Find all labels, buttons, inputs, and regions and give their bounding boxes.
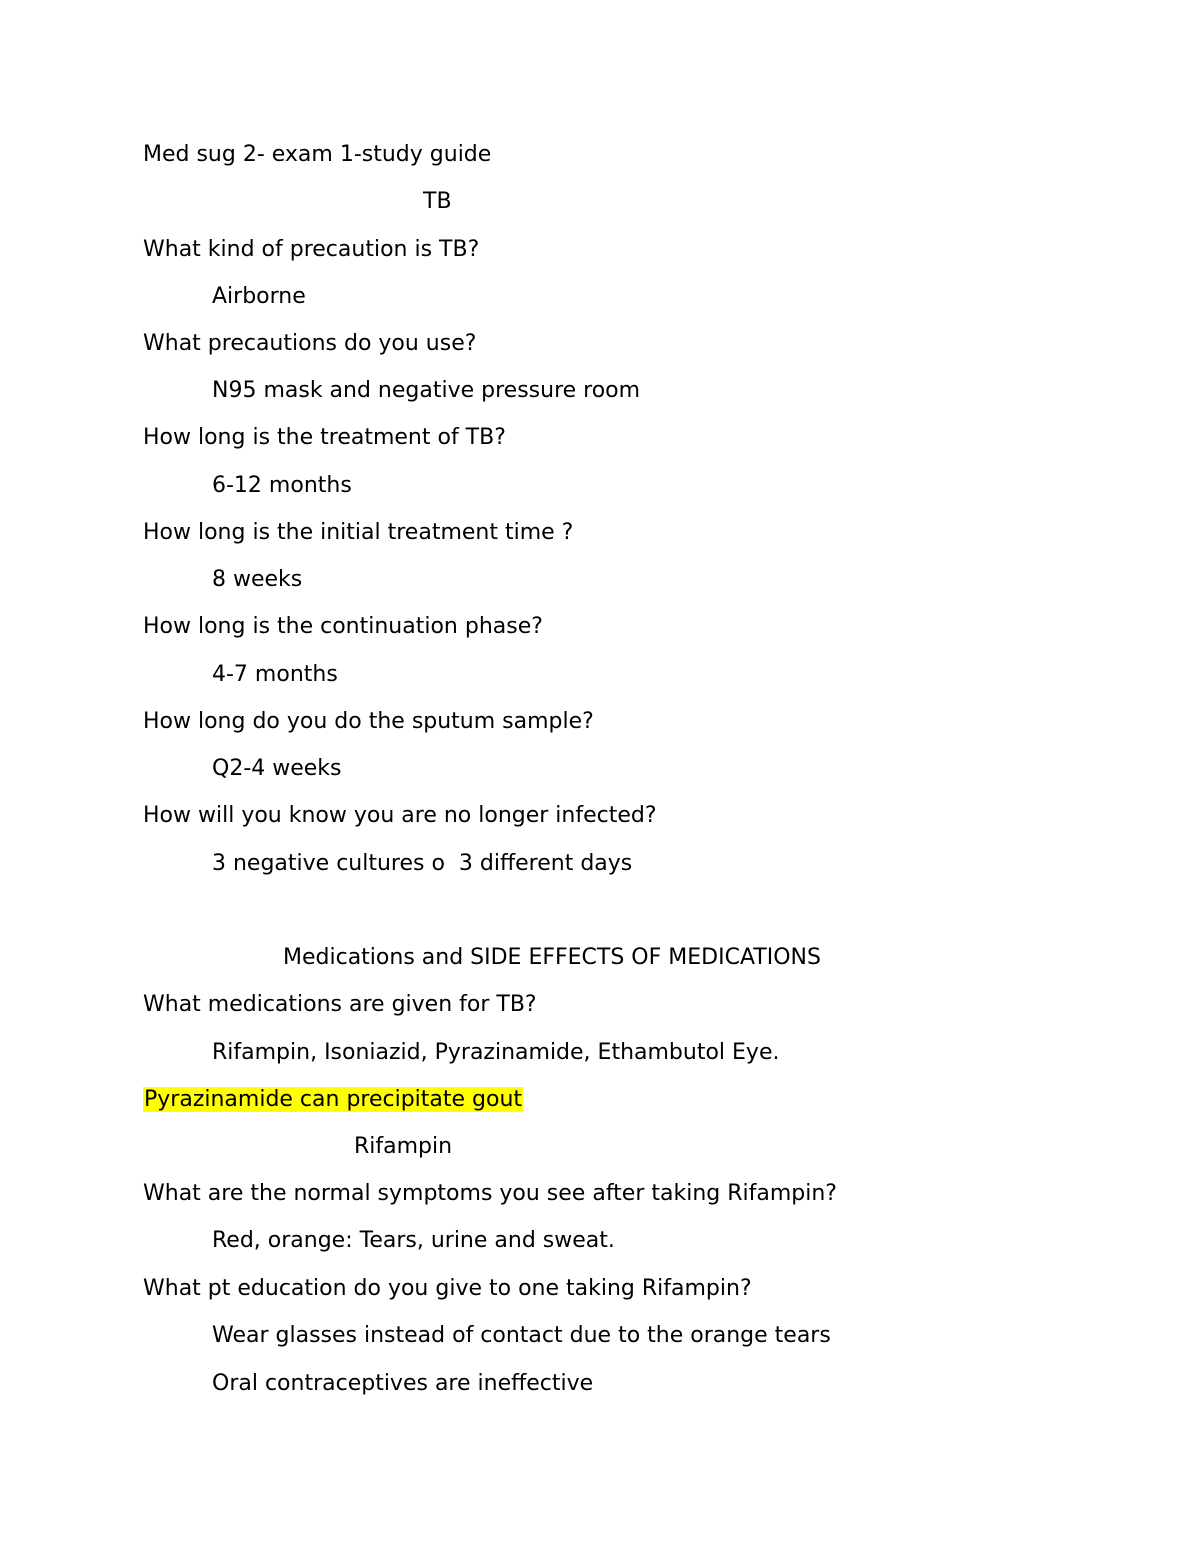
answer-1: Airborne	[212, 284, 306, 309]
answer-3: 6-12 months	[212, 473, 352, 498]
section-heading-rifampin: Rifampin	[354, 1134, 453, 1159]
answer-2: N95 mask and negative pressure room	[212, 378, 641, 403]
answer-7: 3 negative cultures o 3 different days	[212, 851, 633, 876]
section-heading-medications: Medications and SIDE EFFECTS OF MEDICATIONS	[283, 945, 821, 970]
highlighted-note-text: Pyrazinamide can precipitate gout	[144, 1087, 523, 1112]
question-3: How long is the treatment of TB?	[143, 425, 506, 450]
document-title: Med sug 2- exam 1-study guide	[143, 142, 492, 167]
question-5: How long is the continuation phase?	[143, 614, 543, 639]
answer-rifampin-education-1: Wear glasses instead of contact due to the orange tears	[212, 1323, 831, 1348]
answer-5: 4-7 months	[212, 662, 338, 687]
question-rifampin-symptoms: What are the normal symptoms you see after taking Rifampin?	[143, 1181, 837, 1206]
question-1: What kind of precaution is TB?	[143, 237, 480, 262]
question-medications: What medications are given for TB?	[143, 992, 537, 1017]
section-heading-tb: TB	[423, 189, 452, 214]
highlighted-note	[143, 1086, 523, 1114]
question-7: How will you know you are no longer infected?	[143, 803, 657, 828]
answer-medications: Rifampin, Isoniazid, Pyrazinamide, Ethambutol Eye.	[212, 1040, 780, 1065]
question-rifampin-education: What pt education do you give to one taking Rifampin?	[143, 1276, 752, 1301]
answer-rifampin-symptoms: Red, orange: Tears, urine and sweat.	[212, 1228, 615, 1253]
question-4: How long is the initial treatment time ?	[143, 520, 574, 545]
question-2: What precautions do you use?	[143, 331, 477, 356]
answer-6: Q2-4 weeks	[212, 756, 342, 781]
answer-rifampin-education-2: Oral contraceptives are ineffective	[212, 1371, 594, 1396]
question-6: How long do you do the sputum sample?	[143, 709, 594, 734]
answer-4: 8 weeks	[212, 567, 303, 592]
